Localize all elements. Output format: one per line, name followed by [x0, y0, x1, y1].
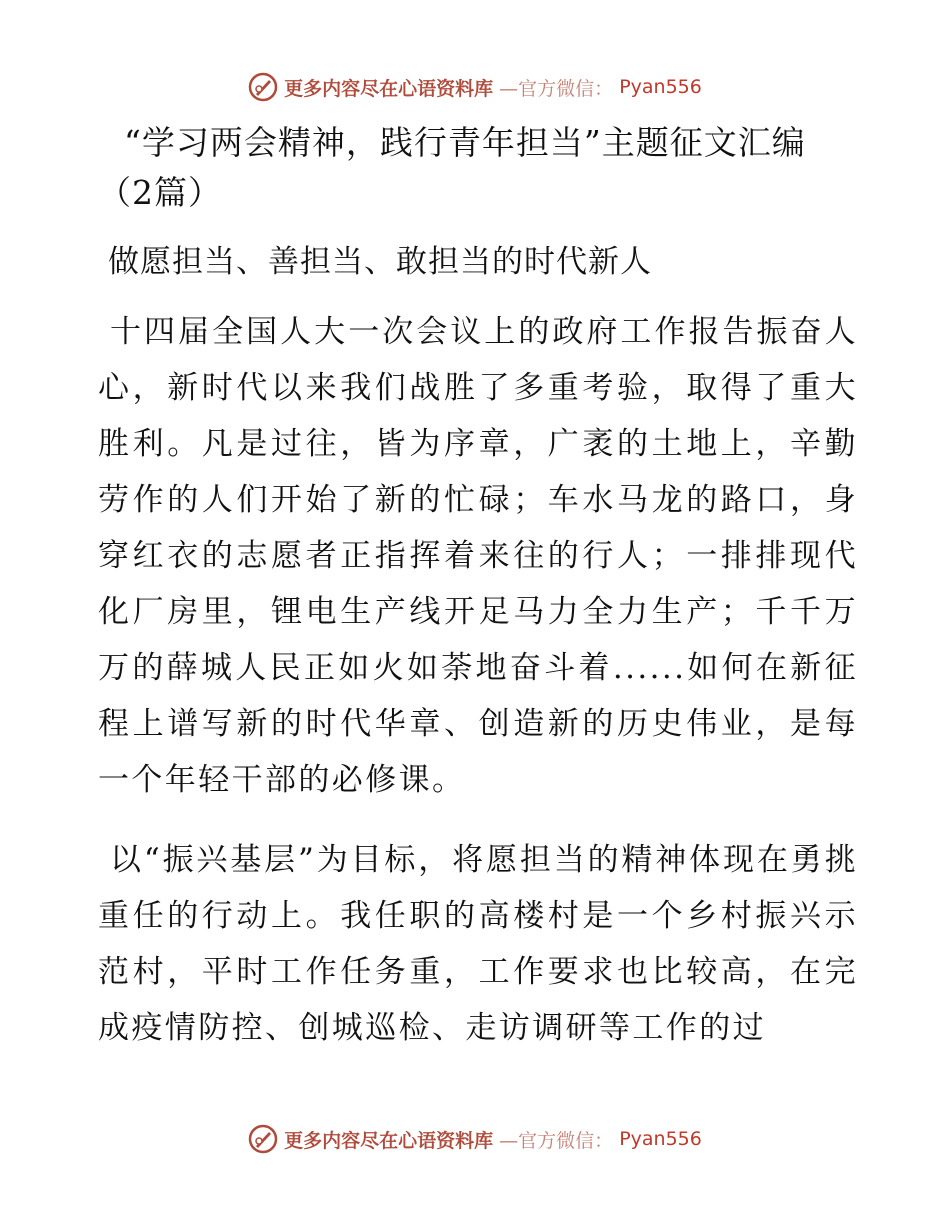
- watermark-wechat-id: Pyan556: [619, 76, 702, 98]
- quill-logo-icon: [248, 72, 278, 102]
- header-watermark: [0, 72, 950, 102]
- paragraph-1: 十四届全国人大一次会议上的政府工作报告振奋人心，新时代以来我们战胜了多重考验，取得了重大胜利。凡是过往，皆为序章，广袤的土地上，辛勤劳作的人们开始了新的忙碌；车水马龙的路口，身穿红衣的志愿者正指挥着来往的行人；一排排现代化厂房里，锂电生产线开足马力全力生产；千千万万的薛城人民正如火如荼地奋斗着......如何在新征程上谱写新的时代华章、创造新的历史伟业，是每一个年轻干部的必修课。: [98, 314, 858, 798]
- document-body: [98, 118, 858, 1056]
- title-line-1: “学习两会精神，践行青年担当”主题征文汇编: [124, 123, 806, 162]
- article-subtitle: 做愿担当、善担当、敢担当的时代新人: [108, 244, 652, 280]
- footer-watermark: [0, 1124, 950, 1154]
- watermark-text: 更多内容尽在心语资料库: [284, 77, 494, 100]
- document-title: [98, 118, 858, 218]
- watermark-separator: —官方微信：: [499, 77, 614, 100]
- watermark-text: 更多内容尽在心语资料库: [284, 1129, 494, 1152]
- title-line-2: （2篇）: [98, 173, 222, 212]
- watermark-wechat-id: Pyan556: [619, 1128, 702, 1150]
- quill-logo-icon: [248, 1124, 278, 1154]
- watermark-separator: —官方微信：: [499, 1129, 614, 1152]
- paragraph-2: 以“振兴基层”为目标，将愿担当的精神体现在勇挑重任的行动上。我任职的高楼村是一个乡村振兴示范村，平时工作任务重，工作要求也比较高，在完成疫情防控、创城巡检、走访调研等工作的过: [98, 842, 858, 1046]
